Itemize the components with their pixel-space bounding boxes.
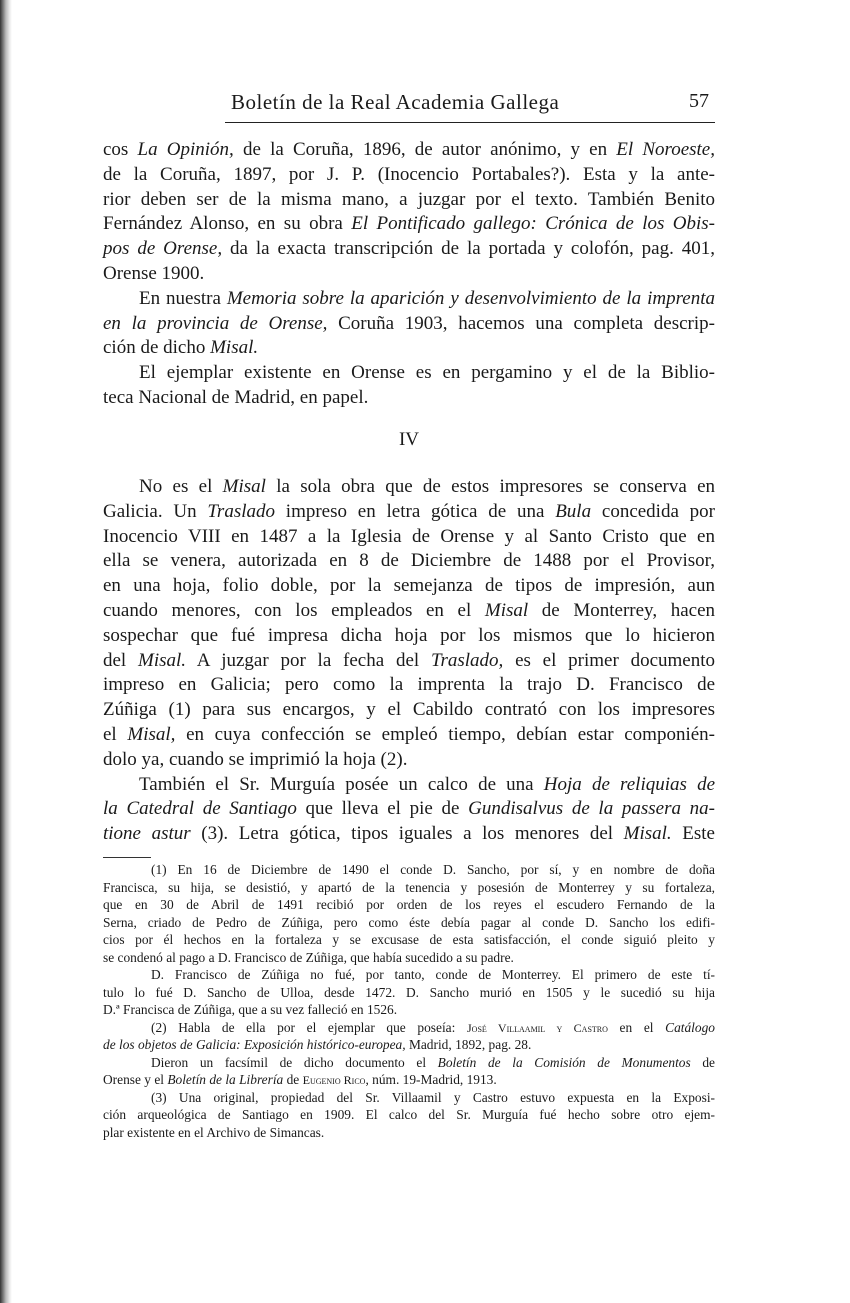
text-run: tulo lo fué D. Sancho de Ulloa, desde 1472. D. Sancho murió en 1505 y le sucedió su hija (103, 984, 715, 1000)
text-run: cios por él hechos en la fortaleza y se excusase de esta satisfacción, el conde siguió pleito y (103, 932, 715, 947)
text-run: Madrid, 1892, pag. 28. (405, 1037, 532, 1052)
footnote-line (103, 984, 715, 1002)
text-run: José Villaamil y Castro (466, 1020, 608, 1035)
text-run: Francisca, su hija, se desistió, y apartó de la tenencia y posesión de Monterrey y su fortaleza, (103, 879, 715, 895)
text-run: sospechar que fué impresa dicha hoja por los mismos que lo hicieron (103, 624, 715, 646)
footnote-line (103, 896, 715, 914)
text-run: D. Francisco de Zúñiga no fué, por tanto, conde de Monterrey. El primero de este tí- (151, 967, 715, 982)
text-run: Eugenio Rico (302, 1073, 366, 1087)
text-run: Galicia. Un (103, 500, 208, 522)
italic-text: Hoja de reliquias de (543, 773, 716, 795)
italic-text: Catálogo (665, 1019, 715, 1035)
footnote-line (103, 861, 715, 879)
text-run: (3) Una original, propiedad del Sr. Villaamil y Castro estuvo expuesta en la Exposi- (151, 1089, 715, 1105)
text-line (103, 773, 715, 798)
text-line (103, 822, 715, 847)
text-run: No es el (139, 476, 223, 497)
footnote-line (103, 931, 715, 949)
italic-text: El Noroeste, (616, 139, 715, 160)
text-run: es el primer documento (503, 649, 716, 671)
footnote-line (103, 1089, 715, 1107)
italic-text: en la provincia de Orense, (103, 312, 328, 334)
text-line (103, 748, 715, 773)
text-line (103, 549, 715, 574)
italic-text: Boletín de la Comisión de Monumentos (437, 1054, 691, 1070)
text-run: Inocencio VIII en 1487 a la Iglesia de Orense y al Santo Cristo que en (103, 525, 715, 547)
italic-text: pos de Orense, (103, 238, 223, 260)
text-run: ción de dicho (103, 337, 211, 359)
italic-text: Misal, (127, 723, 176, 745)
italic-text: Misal. (623, 823, 672, 845)
text-line (103, 574, 715, 599)
text-line (103, 698, 715, 723)
text-run: Este (671, 823, 715, 845)
text-run: Orense 1900. (103, 262, 205, 284)
text-run: D.ª Francisca de Zúñiga, que a su vez falleció en 1526. (103, 1002, 398, 1017)
footnote-line (103, 879, 715, 897)
text-run: Zúñiga (1) para sus encargos, y el Cabildo contrató con los impresores (103, 699, 715, 721)
footnote-line (103, 966, 715, 984)
text-run: en cuya confección se empleó tiempo, debían estar componién- (175, 723, 715, 745)
running-header (225, 88, 715, 123)
text-run: Orense y el (103, 1072, 168, 1087)
text-run: plar existente en el Archivo de Simancas. (103, 1124, 325, 1140)
italic-text: Traslado, (430, 649, 504, 671)
text-run: el (103, 723, 128, 745)
italic-text: tione astur (103, 823, 191, 845)
footnote-line (103, 1001, 715, 1019)
text-line (103, 336, 715, 361)
text-run: A juzgar por la fecha del (186, 649, 431, 671)
text-run: cuando menores, con los empleados en el (103, 599, 485, 621)
text-line (103, 624, 715, 649)
text-run: El ejemplar existente en Orense es en pergamino y el de la Biblio- (139, 362, 715, 384)
text-line (103, 138, 715, 163)
footnote-line (103, 1124, 715, 1142)
text-line (103, 797, 715, 822)
text-line (103, 475, 715, 500)
text-run: (2) Habla de ella por el ejemplar que poseía: (151, 1019, 467, 1035)
text-run: en una hoja, folio doble, por la semejanza de tipos de impresión, aun (103, 575, 715, 597)
text-line (103, 599, 715, 624)
text-run: teca Nacional de Madrid, en papel. (103, 386, 369, 408)
text-run: rior deben ser de la misma mano, a juzgar por el texto. También Benito (103, 188, 715, 210)
text-run: se condenó al pago a D. Francisco de Zúñiga, que había sucedido a su padre. (103, 949, 514, 965)
footnotes (103, 861, 715, 1141)
body-text-part2 (103, 475, 715, 847)
italic-text: Misal. (210, 337, 259, 359)
scan-edge (0, 0, 12, 1303)
text-run: que lleva el pie de (296, 798, 469, 820)
text-run: de la Coruña, 1896, de autor anónimo, y en (233, 139, 617, 160)
text-run: dolo ya, cuando se imprimió la hoja (2). (103, 748, 408, 770)
text-line (103, 500, 715, 525)
italic-text: Traslado (207, 500, 275, 522)
text-line (103, 262, 715, 287)
italic-text: El Pontificado gallego: Crónica de los Obis- (351, 213, 715, 235)
text-line (103, 188, 715, 213)
text-run: Fernández Alonso, en su obra (103, 213, 352, 235)
text-run: (1) En 16 de Diciembre de 1490 el conde D. Sancho, por sí, y en nombre de doña (151, 862, 715, 877)
text-run: También el Sr. Murguía posée un calco de una (139, 773, 544, 795)
text-run: ella se venera, autorizada en 8 de Diciembre de 1488 por el Provisor, (103, 550, 715, 572)
footnote-line (103, 1054, 715, 1072)
text-run: del (103, 649, 138, 671)
text-line (103, 673, 715, 698)
footnote-line (103, 949, 715, 967)
text-run: de (690, 1054, 715, 1070)
journal-title: Boletín de la Real Academia Gallega (231, 90, 560, 114)
text-run: ción arqueológica de Santiago en 1909. El calco del Sr. Murguía fué hecho sobre otro ejem- (103, 1107, 715, 1122)
text-run: Dieron un facsímil de dicho documento el (151, 1054, 438, 1070)
text-run: En nuestra (139, 287, 227, 309)
text-run: concedida por (591, 500, 716, 522)
text-line (103, 212, 715, 237)
footnote-line (103, 914, 715, 932)
italic-text: La Opinión, (137, 139, 234, 160)
text-run: impreso en Galicia; pero como la imprenta la trajo D. Francisco de (103, 674, 715, 696)
italic-text: Misal. (138, 649, 187, 671)
footnote-rule (103, 857, 151, 858)
text-line (103, 525, 715, 550)
italic-text: Misal (222, 476, 266, 497)
text-run: de Monterrey, hacen (528, 599, 715, 621)
text-run: , núm. 19-Madrid, 1913. (365, 1072, 497, 1087)
text-run: la sola obra que de estos impresores se conserva en (265, 476, 715, 497)
italic-text: Gundisalvus de la passera na- (468, 798, 716, 820)
text-run: de (283, 1072, 303, 1087)
body-text-part1 (103, 138, 715, 411)
section-heading: IV (398, 429, 420, 450)
text-line (103, 361, 715, 386)
text-line (103, 386, 715, 411)
text-run: (3). Letra gótica, tipos iguales a los menores del (190, 823, 624, 845)
text-line (103, 649, 715, 674)
text-run: Coruña 1903, hacemos una completa descrip- (327, 312, 715, 334)
italic-text: Memoria sobre la aparición y desenvolvimiento de la imprenta (226, 287, 715, 309)
text-line (103, 312, 715, 337)
text-line (103, 163, 715, 188)
italic-text: la Catedral de Santiago (103, 798, 297, 820)
page-number: 57 (689, 90, 709, 112)
footnote-line (103, 1106, 715, 1124)
text-run: que en 30 de Abril de 1491 recibió por orden de los reyes el escudero Fernando de la (103, 897, 715, 912)
text-run: en el (607, 1019, 666, 1035)
text-run: da la exacta transcripción de la portada y colofón, pag. 401, (222, 238, 715, 260)
italic-text: de los objetos de Galicia: Exposición histórico-europea, (103, 1037, 406, 1052)
text-run: cos (103, 139, 138, 160)
text-line (103, 287, 715, 312)
text-line (103, 237, 715, 262)
text-run: impreso en letra gótica de una (275, 500, 556, 522)
footnote-line (103, 1071, 715, 1089)
italic-text: Misal (484, 599, 529, 621)
text-run: Serna, criado de Pedro de Zúñiga, pero como éste debía pagar al conde D. Sancho los edifi- (103, 914, 715, 930)
footnote-line (103, 1036, 715, 1054)
italic-text: Bula (555, 500, 592, 522)
text-line (103, 723, 715, 748)
footnote-line (103, 1019, 715, 1037)
text-run: de la Coruña, 1897, por J. P. (Inocencio Portabales?). Esta y la ante- (103, 163, 715, 185)
section-heading-wrap (103, 428, 715, 453)
italic-text: Boletín de la Librería (167, 1072, 284, 1087)
